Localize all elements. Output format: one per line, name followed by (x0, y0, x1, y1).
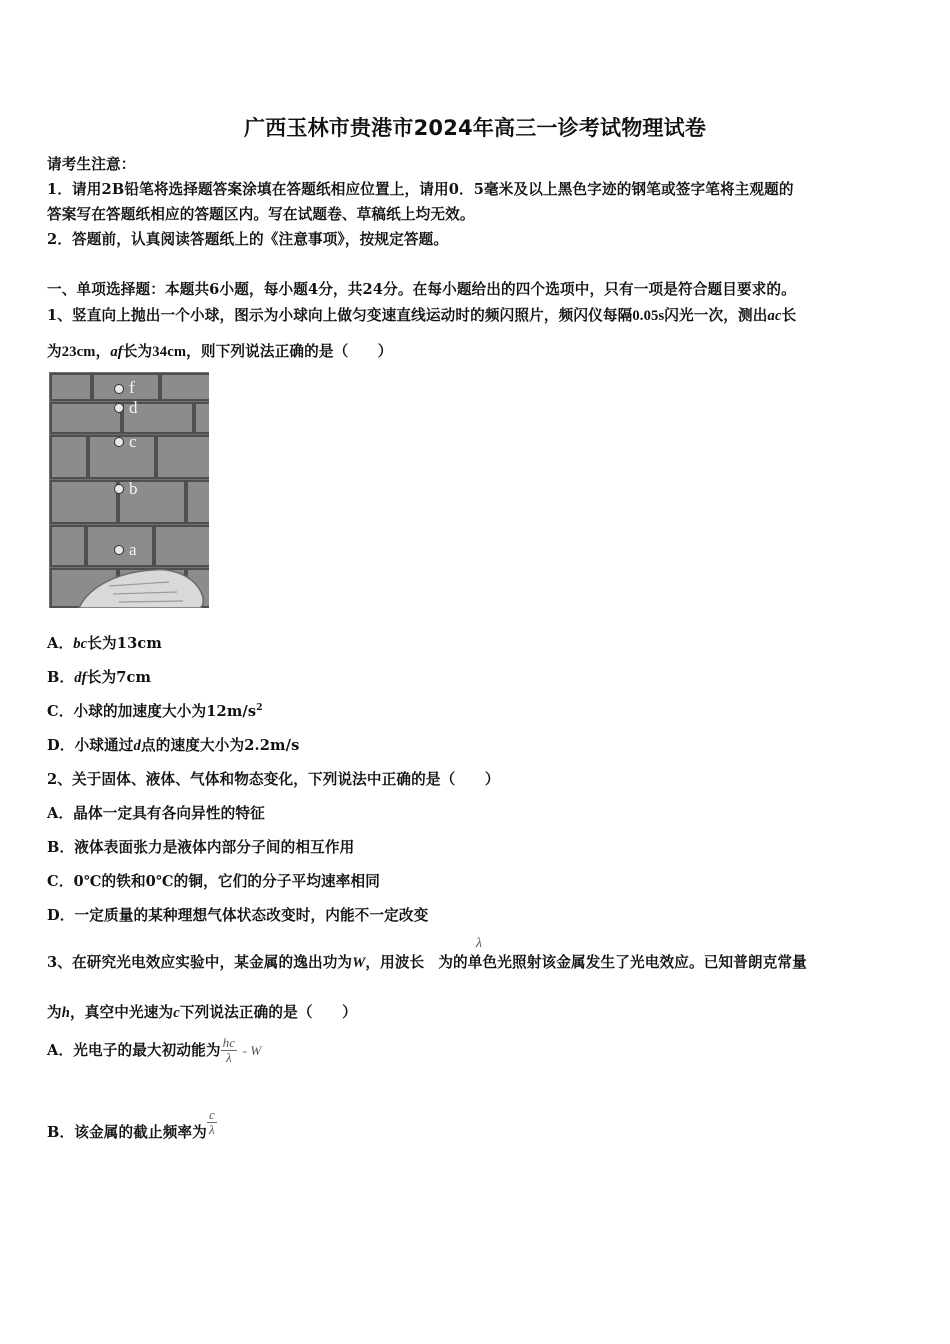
q2-option-d: D．一定质量的某种理想气体状态改变时，内能不一定改变 (47, 907, 429, 924)
q2-option-c: C．0℃的铁和0℃的铜，它们的分子平均速率相同 (47, 873, 381, 890)
q3-stem-line1: 3、在研究光电效应实验中，某金属的逸出功为W，用波长 为的单色光照射该金属发生了光电效应。已知普朗克常量 (47, 954, 807, 971)
label-a: a (129, 540, 137, 559)
fraction-c-over-lambda: $\frac{c}{\lambda}$ (208, 1107, 215, 1138)
lambda-symbol: λ (476, 936, 483, 951)
q1-option-c: C．小球的加速度大小为$12m/s^2$ (47, 703, 263, 720)
label-d: d (129, 398, 138, 417)
q3-stem-line2: 为h，真空中光速为c下列说法正确的是（ ） (47, 1004, 357, 1021)
notice-item-1-cont: 答案写在答题纸相应的答题区内。写在试题卷、草稿纸上均无效。 (47, 206, 475, 223)
label-f: f (129, 378, 135, 397)
q3-option-a: A．光电子的最大初动能为 $\frac{hc}{\lambda}$ - W (47, 1035, 262, 1066)
q1-option-b: B．df长为7cm (47, 669, 152, 686)
q1-stem-line1: 1、竖直向上抛出一个小球，图示为小球向上做匀变速直线运动时的频闪照片，频闪仪每隔0.05s闪光一次，测出ac长 (47, 307, 797, 324)
strobe-photo (49, 372, 212, 608)
notice-item-1: 1．请用2B铅笔将选择题答案涂填在答题纸相应位置上，请用0．5毫米及以上黑色字迹的钢笔或签字笔将主观题的 (47, 181, 794, 198)
notice-item-2: 2．答题前，认真阅读答题纸上的《注意事项》，按规定答题。 (47, 231, 449, 248)
page-title: 广西玉林市贵港市2024年高三一诊考试物理试卷 (243, 116, 707, 140)
label-b: b (129, 479, 138, 498)
q1-option-d: D．小球通过d点的速度大小为2.2m/s (47, 737, 300, 754)
notice-heading: 请考生注意： (47, 156, 136, 173)
q2-option-b: B．液体表面张力是液体内部分子间的相互作用 (47, 839, 355, 856)
q2-stem: 2、关于固体、液体、气体和物态变化，下列说法中正确的是（ ） (47, 771, 500, 788)
q1-option-a: A．bc长为13cm (47, 635, 163, 652)
q1-stem-line2: 为23cm，af长为34cm，则下列说法正确的是（ ） (47, 343, 393, 360)
q2-option-a: A．晶体一定具有各向异性的特征 (47, 805, 265, 822)
fraction-hc-over-lambda: $\frac{hc}{\lambda}$ (222, 1035, 236, 1066)
label-c: c (129, 432, 137, 451)
q3-option-b: B．该金属的截止频率为 $\frac{c}{\lambda}$ (47, 1107, 215, 1141)
section-heading: 一、单项选择题：本题共6小题，每小题4分，共24分。在每小题给出的四个选项中，只有一项是符合题目要求的。 (47, 281, 796, 298)
